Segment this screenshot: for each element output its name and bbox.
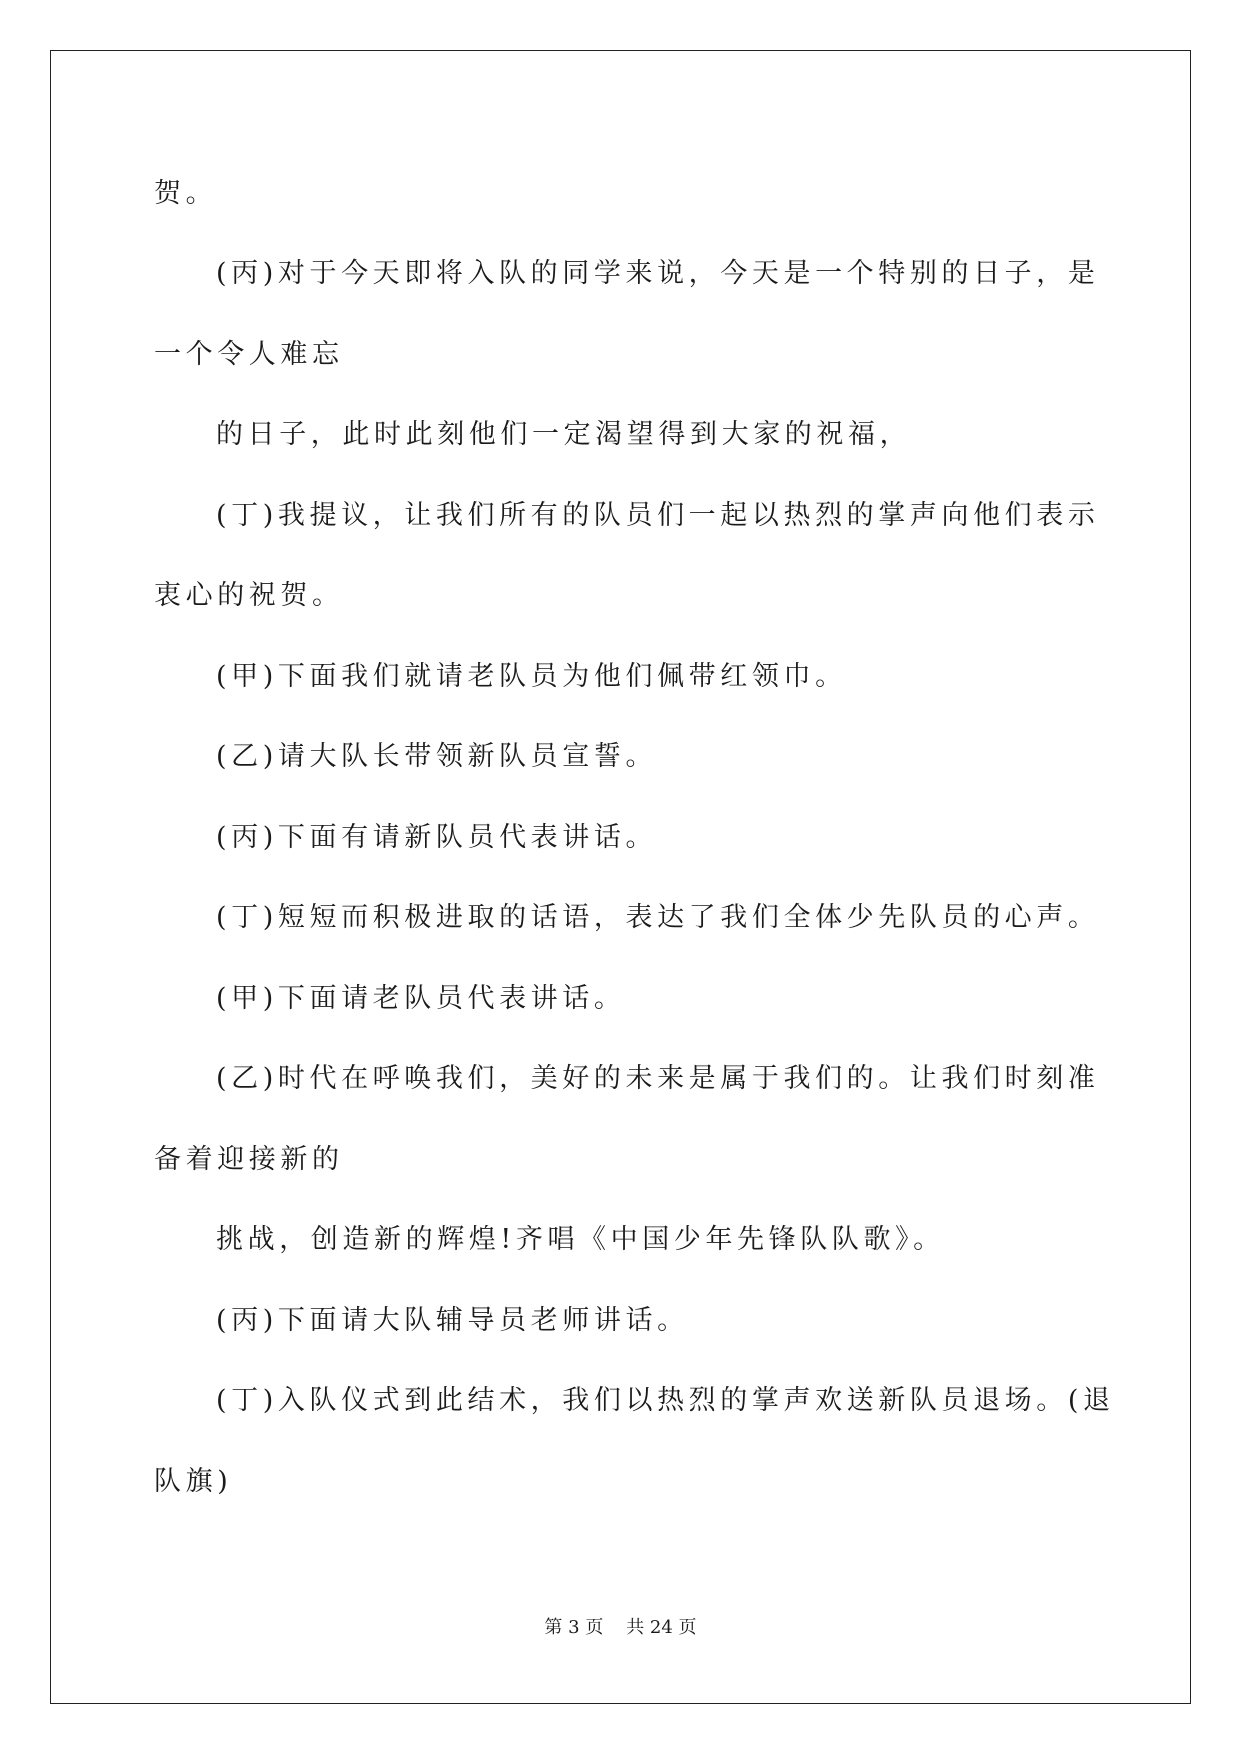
page-border bbox=[50, 50, 1191, 1704]
text-line: (甲)下面请老队员代表讲话。 bbox=[216, 983, 626, 1014]
text-line: (乙)请大队长带领新队员宣誓。 bbox=[216, 741, 658, 772]
page-number-footer: 第 3 页 共 24 页 bbox=[544, 1617, 697, 1638]
text-line: (丁)短短而积极进取的话语，表达了我们全体少先队员的心声。 bbox=[216, 902, 1100, 933]
text-line: 挑战，创造新的辉煌!齐唱《中国少年先锋队队歌》。 bbox=[216, 1224, 945, 1255]
text-line: 一个令人难忘 bbox=[154, 339, 344, 370]
text-line: (丙)对于今天即将入队的同学来说，今天是一个特别的日子，是 bbox=[216, 258, 1100, 289]
text-line: (乙)时代在呼唤我们，美好的未来是属于我们的。让我们时刻准 bbox=[216, 1063, 1100, 1094]
text-line: 衷心的祝贺。 bbox=[154, 580, 344, 611]
text-line: (丙)下面请大队辅导员老师讲话。 bbox=[216, 1305, 689, 1336]
text-line: 队旗) bbox=[154, 1466, 233, 1497]
text-line: (丁)我提议，让我们所有的队员们一起以热烈的掌声向他们表示 bbox=[216, 500, 1100, 531]
text-line: 备着迎接新的 bbox=[154, 1144, 344, 1175]
text-line: (丙)下面有请新队员代表讲话。 bbox=[216, 822, 658, 853]
text-line: (丁)入队仪式到此结术，我们以热烈的掌声欢送新队员退场。(退 bbox=[216, 1385, 1115, 1416]
text-line: 的日子，此时此刻他们一定渴望得到大家的祝福， bbox=[216, 419, 912, 450]
text-line: 贺。 bbox=[154, 178, 218, 209]
text-line: (甲)下面我们就请老队员为他们佩带红领巾。 bbox=[216, 661, 847, 692]
